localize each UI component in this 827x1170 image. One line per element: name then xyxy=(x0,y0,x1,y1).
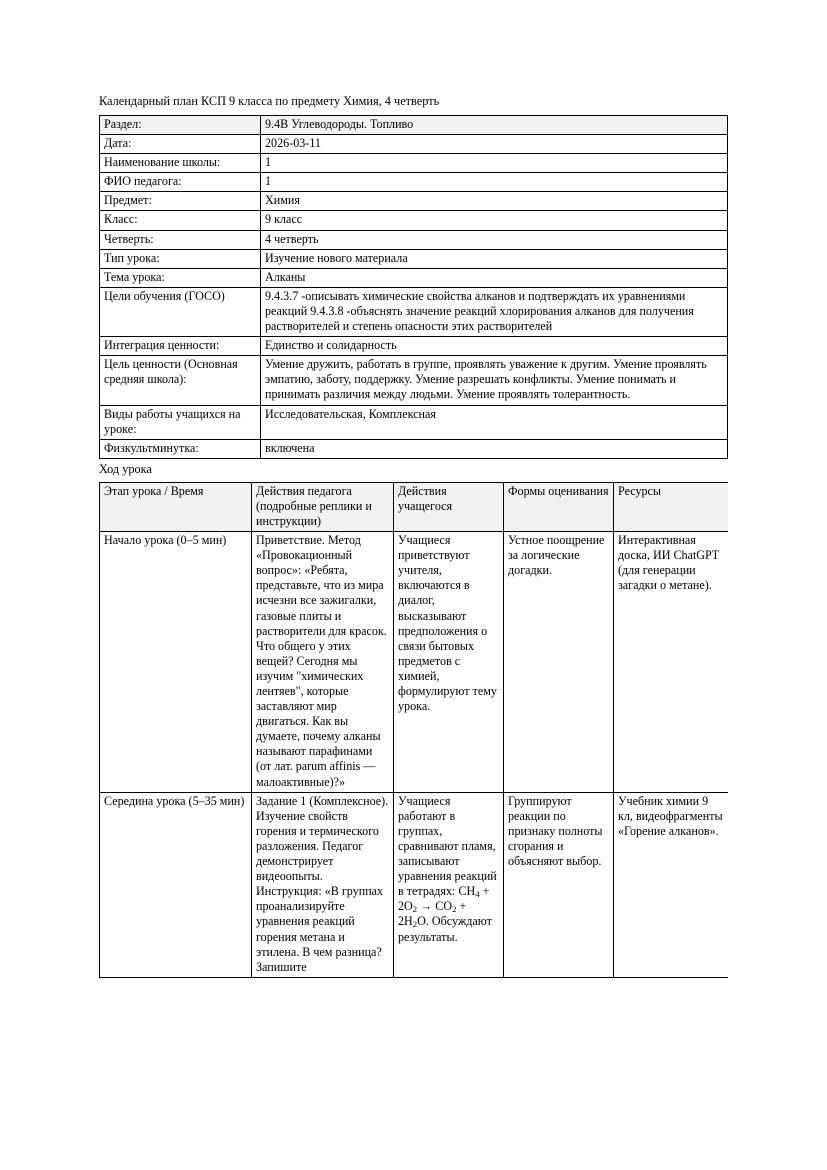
formula-tail: O. Обсуждают результаты. xyxy=(398,914,492,944)
student-text-prefix: Учащиеся работают в группах, сравнивают пламя, записывают уравнения реакций в тетрадях: CH xyxy=(398,793,497,899)
table-row xyxy=(100,211,728,230)
info-value: Химия xyxy=(261,192,728,211)
table-row xyxy=(100,116,728,135)
info-value: Изучение нового материала xyxy=(261,249,728,268)
info-value: включена xyxy=(261,439,728,458)
document-content xyxy=(99,94,728,978)
info-value: 4 четверть xyxy=(261,230,728,249)
column-header-student-actions: Действия учащегося xyxy=(394,482,504,531)
cell-resources: Учебник химии 9 кл, видеофрагменты «Горение алканов». xyxy=(614,792,729,977)
table-row xyxy=(100,249,728,268)
cell-resources: Интерактивная доска, ИИ ChatGPT (для генерации загадки о метане). xyxy=(614,532,729,793)
table-row xyxy=(100,439,728,458)
cell-teacher-actions: Приветствие. Метод «Провокационный вопрос»: «Ребята, представьте, что из мира исчезни все зажигалки, газовые плиты и растворители для красок. Что общего у этих вещей? Сегодня мы изучим "химических лентяев", которые заставляют мир двигаться. Как вы думаете, почему алканы называют парафинами (от лат. parum affinis — малоактивные)?» xyxy=(252,532,394,793)
cell-teacher-actions: Задание 1 (Комплексное). Изучение свойств горения и термического разложения. Педагог демонстрирует видеоопыты. Инструкция: «В группах проанализируйте уравнения реакций горения метана и этилена. В чем разница? Запишите xyxy=(252,792,394,977)
cell-assessment: Группируют реакции по признаку полноты сгорания и объясняют выбор. xyxy=(504,792,614,977)
column-header-resources: Ресурсы xyxy=(614,482,729,531)
table-row xyxy=(100,230,728,249)
info-key: Цели обучения (ГОСО) xyxy=(100,287,261,336)
table-row xyxy=(100,356,728,405)
formula-mid-1: + 2O xyxy=(398,884,490,914)
table-row xyxy=(100,792,729,977)
table-row xyxy=(100,154,728,173)
formula-mid-2: + 2H xyxy=(398,899,467,929)
table-row xyxy=(100,268,728,287)
flow-section-label: Ход урока xyxy=(99,461,152,476)
table-header-row xyxy=(100,482,729,531)
info-key: Четверть: xyxy=(100,230,261,249)
lesson-info-body xyxy=(100,116,728,459)
info-value: 2026-03-11 xyxy=(261,135,728,154)
info-value: Алканы xyxy=(261,268,728,287)
lesson-flow-table xyxy=(99,482,728,978)
formula-sub-2: 2 xyxy=(412,904,418,915)
table-row xyxy=(100,532,729,793)
flow-table-clip xyxy=(99,482,728,978)
info-value: 1 xyxy=(261,173,728,192)
table-row xyxy=(100,337,728,356)
info-key: Предмет: xyxy=(100,192,261,211)
column-header-assessment: Формы оценивания xyxy=(504,482,614,531)
info-key: Дата: xyxy=(100,135,261,154)
info-key: Раздел: xyxy=(100,116,261,135)
formula-sub-1: 4 xyxy=(475,889,480,900)
cell-student-actions: Учащиеся приветствуют учителя, включаются в диалог, высказывают предположения о связи бытовых предметов с химией, формулируют тему урока. xyxy=(394,532,504,793)
formula-arrow: → CO xyxy=(417,899,453,914)
info-value: 9.4B Углеводороды. Топливо xyxy=(261,116,728,135)
info-value: 9.4.3.7 -описывать химические свойства алканов и подтверждать их уравнениями реакций 9.4.3.8 -объяснять значение реакций хлорирования алканов для получения растворителей и степень опасности этих растворителей xyxy=(261,287,728,336)
formula-sub-4: 2 xyxy=(412,919,418,930)
flow-table-body xyxy=(100,532,729,978)
table-row xyxy=(100,405,728,439)
lesson-info-table xyxy=(99,115,728,459)
info-key: Физкультминутка: xyxy=(100,439,261,458)
info-key: Цель ценности (Основная средняя школа): xyxy=(100,356,261,405)
flow-table-head xyxy=(100,482,729,531)
info-key: Интеграция ценности: xyxy=(100,337,261,356)
column-header-teacher-actions: Действия педагога (подробные реплики и инструкции) xyxy=(252,482,394,531)
cell-assessment: Устное поощрение за логические догадки. xyxy=(504,532,614,793)
info-key: Виды работы учащихся на уроке: xyxy=(100,405,261,439)
table-row xyxy=(100,287,728,336)
table-row xyxy=(100,192,728,211)
info-key: Наименование школы: xyxy=(100,154,261,173)
formula-sub-3: 2 xyxy=(452,904,457,915)
page-title: Календарный план КСП 9 класса по предмету Химия, 4 четверть xyxy=(99,94,440,108)
info-value: 1 xyxy=(261,154,728,173)
info-value: Умение дружить, работать в группе, проявлять уважение к другим. Умение проявлять эмпатию, заботу, поддержку. Умение разрешать конфликты. Умение понимать и принимать различия между людьми. Умение проявлять толерантность. xyxy=(261,356,728,405)
info-value: 9 класс xyxy=(261,211,728,230)
info-key: Тема урока: xyxy=(100,268,261,287)
info-key: Тип урока: xyxy=(100,249,261,268)
table-row xyxy=(100,135,728,154)
cell-stage: Середина урока (5–35 мин) xyxy=(100,792,252,977)
info-value: Исследовательская, Комплексная xyxy=(261,405,728,439)
info-value: Единство и солидарность xyxy=(261,337,728,356)
column-header-stage: Этап урока / Время xyxy=(100,482,252,531)
cell-student-actions xyxy=(394,792,504,977)
info-key: ФИО педагога: xyxy=(100,173,261,192)
info-key: Класс: xyxy=(100,211,261,230)
cell-stage: Начало урока (0–5 мин) xyxy=(100,532,252,793)
table-row xyxy=(100,173,728,192)
